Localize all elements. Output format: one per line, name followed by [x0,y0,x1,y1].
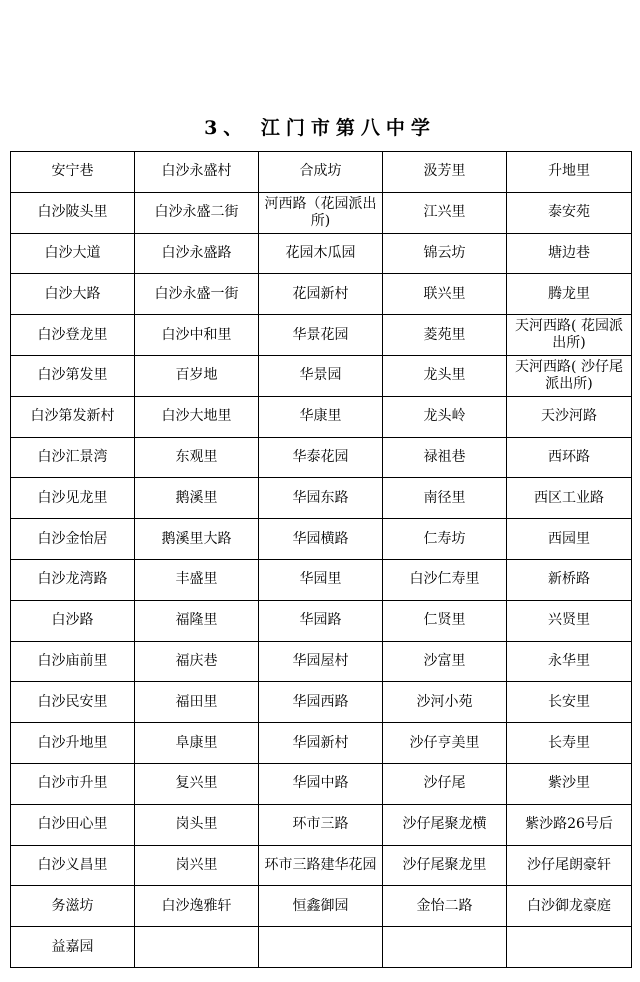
table-cell: 白沙御龙豪庭 [507,886,632,927]
table-cell: 沙仔尾朗豪轩 [507,845,632,886]
table-cell: 白沙金怡居 [11,519,135,560]
table-cell: 白沙永盛路 [135,233,259,274]
table-row [11,723,632,764]
table-row [11,233,632,274]
table-cell: 复兴里 [135,763,259,804]
table-cell: 华泰花园 [259,437,383,478]
table-cell: 白沙逸雅轩 [135,886,259,927]
table-cell: 江兴里 [383,192,507,233]
table-cell: 丰盛里 [135,559,259,600]
table-cell: 白沙见龙里 [11,478,135,519]
table-cell: 沙河小苑 [383,682,507,723]
table-row [11,396,632,437]
table-cell: 沙仔尾 [383,763,507,804]
table-row [11,559,632,600]
table-cell: 华景花园 [259,315,383,356]
table-cell: 白沙升地里 [11,723,135,764]
table-cell: 鹅溪里 [135,478,259,519]
table-cell: 白沙义昌里 [11,845,135,886]
table-cell: 南径里 [383,478,507,519]
table-cell: 福田里 [135,682,259,723]
table-cell: 白沙庙前里 [11,641,135,682]
table-cell: 华康里 [259,396,383,437]
table-cell: 环市三路建华花园 [259,845,383,886]
table-row [11,192,632,233]
table-cell: 长寿里 [507,723,632,764]
table-cell: 塘边巷 [507,233,632,274]
table-cell: 恒鑫御园 [259,886,383,927]
table-row [11,845,632,886]
table-cell: 天河西路( 沙仔尾派出所) [507,355,632,396]
table-row [11,763,632,804]
table-row [11,600,632,641]
table-cell: 兴贤里 [507,600,632,641]
table-row [11,315,632,356]
table-cell: 白沙中和里 [135,315,259,356]
table-cell: 百岁地 [135,355,259,396]
table-cell: 沙仔尾聚龙里 [383,845,507,886]
table-cell [135,927,259,968]
table-cell: 华景园 [259,355,383,396]
table-cell: 华园屋村 [259,641,383,682]
table-cell: 西区工业路 [507,478,632,519]
table-cell: 西园里 [507,519,632,560]
table-cell: 联兴里 [383,274,507,315]
table-cell: 金怡二路 [383,886,507,927]
table-cell: 沙仔尾聚龙横 [383,804,507,845]
table-cell: 白沙第发里 [11,355,135,396]
table-cell: 益嘉园 [11,927,135,968]
table-row [11,478,632,519]
table-cell: 紫沙里 [507,763,632,804]
table-cell: 天沙河路 [507,396,632,437]
table-cell: 白沙第发新村 [11,396,135,437]
table-row [11,274,632,315]
table-cell: 白沙民安里 [11,682,135,723]
table-cell: 泰安苑 [507,192,632,233]
table-cell: 华园西路 [259,682,383,723]
table-row [11,519,632,560]
table-cell: 华园横路 [259,519,383,560]
table-cell: 白沙汇景湾 [11,437,135,478]
table-cell: 白沙大路 [11,274,135,315]
table-cell: 仁贤里 [383,600,507,641]
table-cell: 务滋坊 [11,886,135,927]
table-cell: 仁寿坊 [383,519,507,560]
page-title: 3、 江门市第八中学 [204,117,436,139]
table-cell: 环市三路 [259,804,383,845]
table-cell: 华园里 [259,559,383,600]
table-row [11,682,632,723]
table-cell: 鹅溪里大路 [135,519,259,560]
table-cell: 华园中路 [259,763,383,804]
table-cell: 西环路 [507,437,632,478]
table-cell: 东观里 [135,437,259,478]
table-cell: 天河西路( 花园派出所) [507,315,632,356]
table-cell: 阜康里 [135,723,259,764]
table-cell: 岗头里 [135,804,259,845]
table-row [11,437,632,478]
street-table [10,151,632,968]
table-cell: 华园路 [259,600,383,641]
table-cell: 龙头岭 [383,396,507,437]
table-cell: 白沙登龙里 [11,315,135,356]
table-cell: 华园新村 [259,723,383,764]
table-cell: 华园东路 [259,478,383,519]
table-cell: 白沙市升里 [11,763,135,804]
table-cell: 新桥路 [507,559,632,600]
table-cell: 禄祖巷 [383,437,507,478]
table-cell: 升地里 [507,152,632,193]
table-cell: 合成坊 [259,152,383,193]
table-cell: 汲芳里 [383,152,507,193]
table-cell [383,927,507,968]
table-cell: 白沙永盛村 [135,152,259,193]
table-row [11,152,632,193]
table-cell: 白沙永盛二街 [135,192,259,233]
table-cell: 龙头里 [383,355,507,396]
table-cell: 花园新村 [259,274,383,315]
table-cell: 菱苑里 [383,315,507,356]
table-cell: 花园木瓜园 [259,233,383,274]
table-cell: 白沙永盛一街 [135,274,259,315]
table-cell [259,927,383,968]
table-cell: 福隆里 [135,600,259,641]
table-cell: 白沙大地里 [135,396,259,437]
table-cell: 白沙仁寿里 [383,559,507,600]
table-cell: 长安里 [507,682,632,723]
table-cell: 沙富里 [383,641,507,682]
table-cell: 腾龙里 [507,274,632,315]
table-cell: 福庆巷 [135,641,259,682]
table-cell: 安宁巷 [11,152,135,193]
table-cell: 白沙大道 [11,233,135,274]
table-cell: 紫沙路26号后 [507,804,632,845]
table-row [11,886,632,927]
table-row [11,355,632,396]
table-row [11,804,632,845]
table-cell: 河西路（花园派出所) [259,192,383,233]
table-row [11,927,632,968]
table-cell: 锦云坊 [383,233,507,274]
table-row [11,641,632,682]
table-cell: 白沙龙湾路 [11,559,135,600]
table-cell: 白沙路 [11,600,135,641]
table-cell [507,927,632,968]
table-cell: 白沙陂头里 [11,192,135,233]
table-cell: 白沙田心里 [11,804,135,845]
table-cell: 沙仔亨美里 [383,723,507,764]
table-cell: 永华里 [507,641,632,682]
table-cell: 岗兴里 [135,845,259,886]
